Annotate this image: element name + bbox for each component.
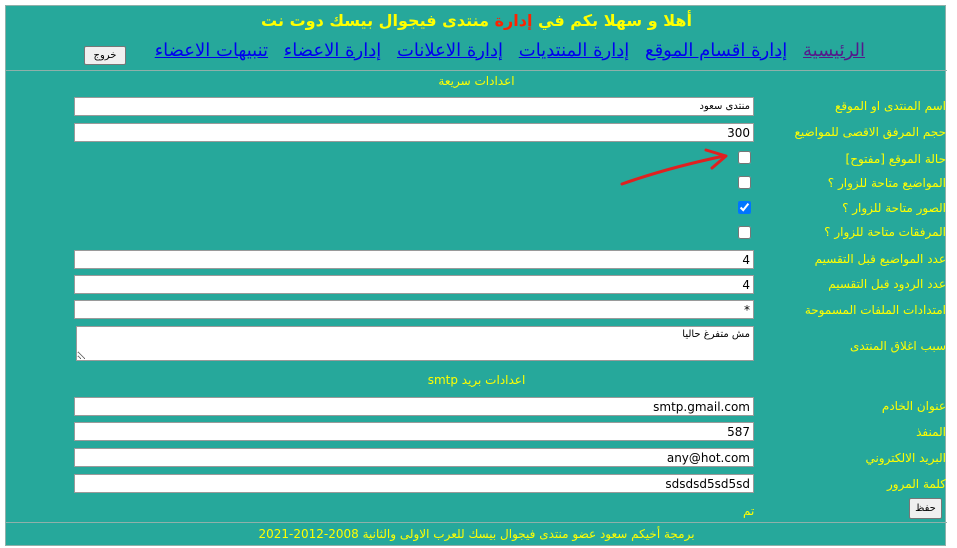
smtp-port-label: المنفذ — [916, 425, 946, 439]
nav-site-sections-link[interactable]: إدارة اقسام الموقع — [645, 40, 788, 61]
nav-members-link[interactable]: إدارة الاعضاء — [283, 40, 382, 61]
nav-ads-link[interactable]: إدارة الاعلانات — [396, 40, 504, 61]
smtp-password-label: كلمة المرور — [886, 477, 946, 491]
admin-panel — [5, 5, 946, 546]
smtp-password-input[interactable] — [74, 474, 754, 493]
images-visible-label: الصور متاحة للزوار ؟ — [842, 201, 946, 215]
allowed-extensions-input[interactable] — [74, 300, 754, 319]
max-attachment-label: حجم المرفق الاقصى للمواضيع — [794, 125, 946, 139]
footer-credit: برمجة أخيكم سعود عضو منتدى فيجوال بيسك للعرب الاولى والثانية 2008-2012-2021 — [258, 527, 695, 541]
annotation-arrow-icon — [616, 146, 736, 196]
status-text: تم — [743, 504, 755, 518]
smtp-email-label: البريد الالكتروني — [865, 451, 946, 465]
nav-member-alerts-link[interactable]: تنبيهات الاعضاء — [154, 40, 269, 61]
quick-settings-heading: اعدادات سريعة — [438, 74, 515, 88]
attachments-visible-label: المرفقات متاحة للزوار ؟ — [824, 225, 946, 239]
close-reason-label: سبب اغلاق المنتدى — [849, 339, 946, 353]
site-open-checkbox[interactable] — [738, 151, 751, 164]
nav-forums-link[interactable]: إدارة المنتديات — [518, 40, 630, 61]
header-divider — [6, 70, 947, 71]
topics-visible-checkbox[interactable] — [738, 176, 751, 189]
footer-divider — [6, 522, 947, 523]
max-attachment-input[interactable] — [74, 123, 754, 142]
images-visible-checkbox[interactable] — [738, 201, 751, 214]
replies-per-page-label: عدد الردود قبل التقسيم — [828, 277, 946, 291]
title-part2: منتدى فيجوال بيسك دوت نت — [261, 11, 495, 30]
nav-home-link[interactable]: الرئيسية — [803, 40, 865, 61]
main-nav — [145, 40, 865, 61]
site-open-label: حالة الموقع [مفتوح] — [845, 152, 946, 166]
smtp-settings-heading: اعدادات بريد smtp — [427, 373, 526, 387]
smtp-server-input[interactable] — [74, 397, 754, 416]
save-button[interactable]: حفظ — [909, 498, 942, 519]
smtp-port-input[interactable] — [74, 422, 754, 441]
attachments-visible-checkbox[interactable] — [738, 226, 751, 239]
title-part1: أهلا و سهلا بكم في — [532, 11, 692, 30]
site-name-input[interactable] — [74, 97, 754, 116]
close-reason-textarea[interactable] — [76, 326, 754, 361]
topics-per-page-input[interactable] — [74, 250, 754, 269]
logout-button[interactable]: خروج — [84, 46, 126, 65]
title-highlight: إدارة — [494, 11, 533, 30]
smtp-server-label: عنوان الخادم — [881, 399, 946, 413]
page-title — [6, 11, 947, 30]
topics-visible-label: المواضيع متاحة للزوار ؟ — [827, 176, 946, 190]
smtp-email-input[interactable] — [74, 448, 754, 467]
allowed-extensions-label: امتدادات الملفات المسموحة — [804, 303, 946, 317]
replies-per-page-input[interactable] — [74, 275, 754, 294]
topics-per-page-label: عدد المواضيع قبل التقسيم — [814, 252, 946, 266]
site-name-label: اسم المنتدى او الموقع — [834, 99, 946, 113]
